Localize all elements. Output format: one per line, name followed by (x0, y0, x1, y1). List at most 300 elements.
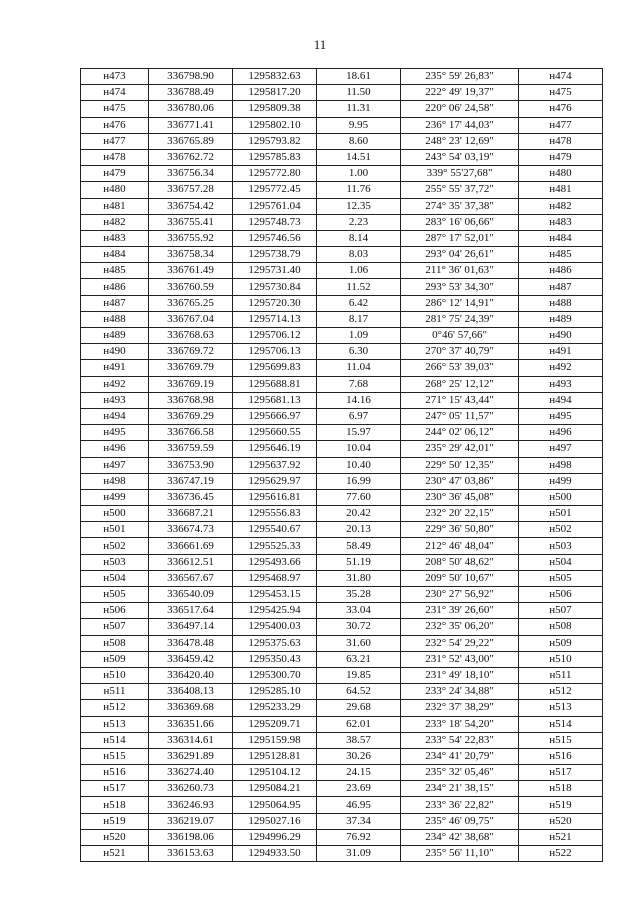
point-from-cell: н507 (81, 619, 149, 635)
y-coordinate-cell: 1295637.92 (233, 457, 317, 473)
distance-cell: 2.23 (317, 214, 401, 230)
x-coordinate-cell: 336754.42 (149, 198, 233, 214)
distance-cell: 15.97 (317, 425, 401, 441)
table-row (81, 166, 603, 182)
direction-angle-cell: 212° 46' 48,04" (401, 538, 519, 554)
x-coordinate-cell: 336497.14 (149, 619, 233, 635)
x-coordinate-cell: 336567.67 (149, 570, 233, 586)
direction-angle-cell: 234° 42' 38,68" (401, 829, 519, 845)
table-row (81, 344, 603, 360)
y-coordinate-cell: 1295730.84 (233, 279, 317, 295)
direction-angle-cell: 243° 54' 03,19" (401, 149, 519, 165)
point-to-cell: н488 (519, 295, 603, 311)
table-row (81, 295, 603, 311)
table-row (81, 408, 603, 424)
table-row (81, 587, 603, 603)
point-to-cell: н485 (519, 247, 603, 263)
x-coordinate-cell: 336767.04 (149, 311, 233, 327)
distance-cell: 6.97 (317, 408, 401, 424)
x-coordinate-cell: 336219.07 (149, 813, 233, 829)
y-coordinate-cell: 1295285.10 (233, 684, 317, 700)
point-from-cell: н515 (81, 748, 149, 764)
table-row (81, 684, 603, 700)
point-from-cell: н479 (81, 166, 149, 182)
direction-angle-cell: 220° 06' 24,58" (401, 101, 519, 117)
y-coordinate-cell: 1295556.83 (233, 506, 317, 522)
y-coordinate-cell: 1295493.66 (233, 554, 317, 570)
point-to-cell: н522 (519, 846, 603, 862)
point-to-cell: н519 (519, 797, 603, 813)
table-row (81, 376, 603, 392)
x-coordinate-cell: 336260.73 (149, 781, 233, 797)
y-coordinate-cell: 1295159.98 (233, 732, 317, 748)
table-row (81, 765, 603, 781)
table-row (81, 392, 603, 408)
y-coordinate-cell: 1295375.63 (233, 635, 317, 651)
y-coordinate-cell: 1295832.63 (233, 69, 317, 85)
y-coordinate-cell: 1295802.10 (233, 117, 317, 133)
direction-angle-cell: 287° 17' 52,01" (401, 230, 519, 246)
y-coordinate-cell: 1295706.12 (233, 328, 317, 344)
point-from-cell: н500 (81, 506, 149, 522)
distance-cell: 11.04 (317, 360, 401, 376)
x-coordinate-cell: 336517.64 (149, 603, 233, 619)
x-coordinate-cell: 336369.68 (149, 700, 233, 716)
table-row (81, 829, 603, 845)
point-from-cell: н489 (81, 328, 149, 344)
point-to-cell: н508 (519, 619, 603, 635)
x-coordinate-cell: 336153.63 (149, 846, 233, 862)
direction-angle-cell: 234° 21' 38,15" (401, 781, 519, 797)
x-coordinate-cell: 336291.89 (149, 748, 233, 764)
distance-cell: 24.15 (317, 765, 401, 781)
direction-angle-cell: 209° 50' 10,67" (401, 570, 519, 586)
point-to-cell: н501 (519, 506, 603, 522)
y-coordinate-cell: 1295453.15 (233, 587, 317, 603)
direction-angle-cell: 271° 15' 43,44" (401, 392, 519, 408)
direction-angle-cell: 230° 47' 03,86" (401, 473, 519, 489)
point-to-cell: н518 (519, 781, 603, 797)
table-row (81, 214, 603, 230)
y-coordinate-cell: 1295772.80 (233, 166, 317, 182)
x-coordinate-cell: 336769.79 (149, 360, 233, 376)
y-coordinate-cell: 1295688.81 (233, 376, 317, 392)
coordinates-table-body (81, 69, 603, 862)
point-to-cell: н483 (519, 214, 603, 230)
distance-cell: 8.60 (317, 133, 401, 149)
y-coordinate-cell: 1295350.43 (233, 651, 317, 667)
direction-angle-cell: 247° 05' 11,57" (401, 408, 519, 424)
point-from-cell: н514 (81, 732, 149, 748)
point-from-cell: н513 (81, 716, 149, 732)
point-from-cell: н494 (81, 408, 149, 424)
x-coordinate-cell: 336420.40 (149, 667, 233, 683)
point-to-cell: н511 (519, 667, 603, 683)
y-coordinate-cell: 1295793.82 (233, 133, 317, 149)
direction-angle-cell: 229° 50' 12,35" (401, 457, 519, 473)
y-coordinate-cell: 1295699.83 (233, 360, 317, 376)
direction-angle-cell: 233° 54' 22,83" (401, 732, 519, 748)
x-coordinate-cell: 336687.21 (149, 506, 233, 522)
x-coordinate-cell: 336768.98 (149, 392, 233, 408)
point-from-cell: н478 (81, 149, 149, 165)
point-to-cell: н492 (519, 360, 603, 376)
direction-angle-cell: 232° 35' 06,20" (401, 619, 519, 635)
direction-angle-cell: 266° 53' 39,03" (401, 360, 519, 376)
distance-cell: 10.04 (317, 441, 401, 457)
point-to-cell: н506 (519, 587, 603, 603)
distance-cell: 10.40 (317, 457, 401, 473)
page-number: 11 (313, 37, 327, 52)
point-to-cell: н484 (519, 230, 603, 246)
y-coordinate-cell: 1295720.30 (233, 295, 317, 311)
direction-angle-cell: 339° 55'27,68" (401, 166, 519, 182)
point-to-cell: н517 (519, 765, 603, 781)
point-from-cell: н504 (81, 570, 149, 586)
distance-cell: 19.85 (317, 667, 401, 683)
point-from-cell: н521 (81, 846, 149, 862)
y-coordinate-cell: 1295785.83 (233, 149, 317, 165)
table-row (81, 846, 603, 862)
distance-cell: 20.13 (317, 522, 401, 538)
x-coordinate-cell: 336408.13 (149, 684, 233, 700)
distance-cell: 14.16 (317, 392, 401, 408)
x-coordinate-cell: 336769.72 (149, 344, 233, 360)
direction-angle-cell: 283° 16' 06,66" (401, 214, 519, 230)
table-row (81, 635, 603, 651)
x-coordinate-cell: 336769.19 (149, 376, 233, 392)
table-row (81, 651, 603, 667)
y-coordinate-cell: 1295616.81 (233, 489, 317, 505)
y-coordinate-cell: 1295233.29 (233, 700, 317, 716)
y-coordinate-cell: 1295809.38 (233, 101, 317, 117)
table-row (81, 425, 603, 441)
distance-cell: 33.04 (317, 603, 401, 619)
direction-angle-cell: 235° 56' 11,10" (401, 846, 519, 862)
y-coordinate-cell: 1295084.21 (233, 781, 317, 797)
x-coordinate-cell: 336771.41 (149, 117, 233, 133)
point-to-cell: н496 (519, 425, 603, 441)
table-row (81, 117, 603, 133)
distance-cell: 8.14 (317, 230, 401, 246)
table-row (81, 667, 603, 683)
point-from-cell: н485 (81, 263, 149, 279)
point-to-cell: н502 (519, 522, 603, 538)
x-coordinate-cell: 336760.59 (149, 279, 233, 295)
distance-cell: 23.69 (317, 781, 401, 797)
y-coordinate-cell: 1295714.13 (233, 311, 317, 327)
distance-cell: 6.42 (317, 295, 401, 311)
table-row (81, 69, 603, 85)
x-coordinate-cell: 336765.89 (149, 133, 233, 149)
distance-cell: 1.06 (317, 263, 401, 279)
x-coordinate-cell: 336798.90 (149, 69, 233, 85)
point-from-cell: н510 (81, 667, 149, 683)
point-from-cell: н480 (81, 182, 149, 198)
point-to-cell: н499 (519, 473, 603, 489)
distance-cell: 11.31 (317, 101, 401, 117)
point-from-cell: н475 (81, 101, 149, 117)
x-coordinate-cell: 336761.49 (149, 263, 233, 279)
y-coordinate-cell: 1295706.13 (233, 344, 317, 360)
direction-angle-cell: 235° 29' 42,01" (401, 441, 519, 457)
point-to-cell: н486 (519, 263, 603, 279)
y-coordinate-cell: 1295104.12 (233, 765, 317, 781)
distance-cell: 16.99 (317, 473, 401, 489)
x-coordinate-cell: 336478.48 (149, 635, 233, 651)
table-row (81, 247, 603, 263)
direction-angle-cell: 248° 23' 12,69" (401, 133, 519, 149)
x-coordinate-cell: 336755.41 (149, 214, 233, 230)
y-coordinate-cell: 1295425.94 (233, 603, 317, 619)
point-to-cell: н507 (519, 603, 603, 619)
direction-angle-cell: 232° 54' 29,22" (401, 635, 519, 651)
distance-cell: 76.92 (317, 829, 401, 845)
table-row (81, 473, 603, 489)
direction-angle-cell: 281° 75' 24,39" (401, 311, 519, 327)
point-to-cell: н509 (519, 635, 603, 651)
y-coordinate-cell: 1295746.56 (233, 230, 317, 246)
direction-angle-cell: 231° 39' 26,60" (401, 603, 519, 619)
point-to-cell: н513 (519, 700, 603, 716)
point-from-cell: н493 (81, 392, 149, 408)
y-coordinate-cell: 1295817.20 (233, 85, 317, 101)
point-from-cell: н502 (81, 538, 149, 554)
y-coordinate-cell: 1295300.70 (233, 667, 317, 683)
point-from-cell: н508 (81, 635, 149, 651)
direction-angle-cell: 270° 37' 40,79" (401, 344, 519, 360)
direction-angle-cell: 286° 12' 14,91" (401, 295, 519, 311)
distance-cell: 8.03 (317, 247, 401, 263)
distance-cell: 11.52 (317, 279, 401, 295)
table-row (81, 732, 603, 748)
direction-angle-cell: 233° 18' 54,20" (401, 716, 519, 732)
x-coordinate-cell: 336788.49 (149, 85, 233, 101)
point-to-cell: н516 (519, 748, 603, 764)
coordinates-table (80, 68, 603, 862)
distance-cell: 58.49 (317, 538, 401, 554)
direction-angle-cell: 0°46' 57,66" (401, 328, 519, 344)
table-row (81, 570, 603, 586)
table-row (81, 360, 603, 376)
distance-cell: 18.61 (317, 69, 401, 85)
table-row (81, 457, 603, 473)
point-from-cell: н477 (81, 133, 149, 149)
point-to-cell: н477 (519, 117, 603, 133)
direction-angle-cell: 232° 20' 22,15" (401, 506, 519, 522)
direction-angle-cell: 231° 52' 43,00" (401, 651, 519, 667)
point-from-cell: н488 (81, 311, 149, 327)
distance-cell: 62.01 (317, 716, 401, 732)
y-coordinate-cell: 1294933.50 (233, 846, 317, 862)
point-from-cell: н498 (81, 473, 149, 489)
table-row (81, 311, 603, 327)
x-coordinate-cell: 336274.40 (149, 765, 233, 781)
table-row (81, 700, 603, 716)
y-coordinate-cell: 1295209.71 (233, 716, 317, 732)
distance-cell: 12.35 (317, 198, 401, 214)
distance-cell: 1.09 (317, 328, 401, 344)
table-row (81, 538, 603, 554)
distance-cell: 31.80 (317, 570, 401, 586)
y-coordinate-cell: 1295525.33 (233, 538, 317, 554)
table-row (81, 230, 603, 246)
direction-angle-cell: 230° 36' 45,08" (401, 489, 519, 505)
y-coordinate-cell: 1295748.73 (233, 214, 317, 230)
x-coordinate-cell: 336246.93 (149, 797, 233, 813)
direction-angle-cell: 234° 41' 20,79" (401, 748, 519, 764)
point-to-cell: н490 (519, 328, 603, 344)
table-row (81, 748, 603, 764)
point-to-cell: н475 (519, 85, 603, 101)
table-row (81, 489, 603, 505)
x-coordinate-cell: 336612.51 (149, 554, 233, 570)
point-to-cell: н489 (519, 311, 603, 327)
table-row (81, 198, 603, 214)
x-coordinate-cell: 336766.58 (149, 425, 233, 441)
distance-cell: 30.72 (317, 619, 401, 635)
table-row (81, 554, 603, 570)
y-coordinate-cell: 1295761.04 (233, 198, 317, 214)
direction-angle-cell: 233° 36' 22,82" (401, 797, 519, 813)
x-coordinate-cell: 336768.63 (149, 328, 233, 344)
point-to-cell: н504 (519, 554, 603, 570)
x-coordinate-cell: 336747.19 (149, 473, 233, 489)
x-coordinate-cell: 336780.06 (149, 101, 233, 117)
point-to-cell: н491 (519, 344, 603, 360)
point-to-cell: н487 (519, 279, 603, 295)
point-from-cell: н481 (81, 198, 149, 214)
point-from-cell: н484 (81, 247, 149, 263)
point-to-cell: н482 (519, 198, 603, 214)
direction-angle-cell: 211° 36' 01,63" (401, 263, 519, 279)
y-coordinate-cell: 1295064.95 (233, 797, 317, 813)
direction-angle-cell: 208° 50' 48,62" (401, 554, 519, 570)
y-coordinate-cell: 1295646.19 (233, 441, 317, 457)
point-from-cell: н474 (81, 85, 149, 101)
x-coordinate-cell: 336661.69 (149, 538, 233, 554)
point-from-cell: н506 (81, 603, 149, 619)
table-row (81, 328, 603, 344)
y-coordinate-cell: 1295772.45 (233, 182, 317, 198)
table-row (81, 85, 603, 101)
table-row (81, 781, 603, 797)
distance-cell: 77.60 (317, 489, 401, 505)
point-from-cell: н482 (81, 214, 149, 230)
point-from-cell: н483 (81, 230, 149, 246)
x-coordinate-cell: 336459.42 (149, 651, 233, 667)
distance-cell: 29.68 (317, 700, 401, 716)
y-coordinate-cell: 1295128.81 (233, 748, 317, 764)
point-to-cell: н494 (519, 392, 603, 408)
x-coordinate-cell: 336351.66 (149, 716, 233, 732)
x-coordinate-cell: 336762.72 (149, 149, 233, 165)
point-from-cell: н497 (81, 457, 149, 473)
point-from-cell: н487 (81, 295, 149, 311)
table-row (81, 813, 603, 829)
table-row (81, 133, 603, 149)
point-from-cell: н492 (81, 376, 149, 392)
x-coordinate-cell: 336736.45 (149, 489, 233, 505)
direction-angle-cell: 231° 49' 18,10" (401, 667, 519, 683)
distance-cell: 11.50 (317, 85, 401, 101)
direction-angle-cell: 235° 32' 05,46" (401, 765, 519, 781)
point-from-cell: н499 (81, 489, 149, 505)
distance-cell: 7.68 (317, 376, 401, 392)
point-from-cell: н516 (81, 765, 149, 781)
point-to-cell: н478 (519, 133, 603, 149)
direction-angle-cell: 293° 53' 34,30" (401, 279, 519, 295)
point-from-cell: н503 (81, 554, 149, 570)
direction-angle-cell: 229° 36' 50,80" (401, 522, 519, 538)
table-row (81, 603, 603, 619)
distance-cell: 31.60 (317, 635, 401, 651)
point-from-cell: н519 (81, 813, 149, 829)
y-coordinate-cell: 1295027.16 (233, 813, 317, 829)
point-to-cell: н476 (519, 101, 603, 117)
direction-angle-cell: 230° 27' 56,92" (401, 587, 519, 603)
direction-angle-cell: 255° 55' 37,72" (401, 182, 519, 198)
table-row (81, 441, 603, 457)
y-coordinate-cell: 1295731.40 (233, 263, 317, 279)
table-row (81, 279, 603, 295)
point-from-cell: н509 (81, 651, 149, 667)
distance-cell: 14.51 (317, 149, 401, 165)
point-from-cell: н490 (81, 344, 149, 360)
point-to-cell: н495 (519, 408, 603, 424)
distance-cell: 30.26 (317, 748, 401, 764)
y-coordinate-cell: 1295629.97 (233, 473, 317, 489)
table-row (81, 182, 603, 198)
table-row (81, 263, 603, 279)
y-coordinate-cell: 1295681.13 (233, 392, 317, 408)
x-coordinate-cell: 336198.06 (149, 829, 233, 845)
point-from-cell: н518 (81, 797, 149, 813)
y-coordinate-cell: 1295666.97 (233, 408, 317, 424)
y-coordinate-cell: 1295738.79 (233, 247, 317, 263)
y-coordinate-cell: 1295540.67 (233, 522, 317, 538)
y-coordinate-cell: 1295660.55 (233, 425, 317, 441)
distance-cell: 9.95 (317, 117, 401, 133)
point-from-cell: н476 (81, 117, 149, 133)
y-coordinate-cell: 1295468.97 (233, 570, 317, 586)
distance-cell: 63.21 (317, 651, 401, 667)
point-to-cell: н515 (519, 732, 603, 748)
direction-angle-cell: 268° 25' 12,12" (401, 376, 519, 392)
distance-cell: 8.17 (317, 311, 401, 327)
x-coordinate-cell: 336540.09 (149, 587, 233, 603)
point-to-cell: н505 (519, 570, 603, 586)
direction-angle-cell: 235° 59' 26,83" (401, 69, 519, 85)
distance-cell: 64.52 (317, 684, 401, 700)
x-coordinate-cell: 336674.73 (149, 522, 233, 538)
distance-cell: 6.30 (317, 344, 401, 360)
point-from-cell: н517 (81, 781, 149, 797)
table-row (81, 797, 603, 813)
distance-cell: 38.57 (317, 732, 401, 748)
x-coordinate-cell: 336757.28 (149, 182, 233, 198)
table-row (81, 716, 603, 732)
y-coordinate-cell: 1294996.29 (233, 829, 317, 845)
point-to-cell: н503 (519, 538, 603, 554)
x-coordinate-cell: 336756.34 (149, 166, 233, 182)
point-to-cell: н497 (519, 441, 603, 457)
x-coordinate-cell: 336758.34 (149, 247, 233, 263)
point-to-cell: н498 (519, 457, 603, 473)
direction-angle-cell: 244° 02' 06,12" (401, 425, 519, 441)
table-row (81, 619, 603, 635)
direction-angle-cell: 232° 37' 38,29" (401, 700, 519, 716)
